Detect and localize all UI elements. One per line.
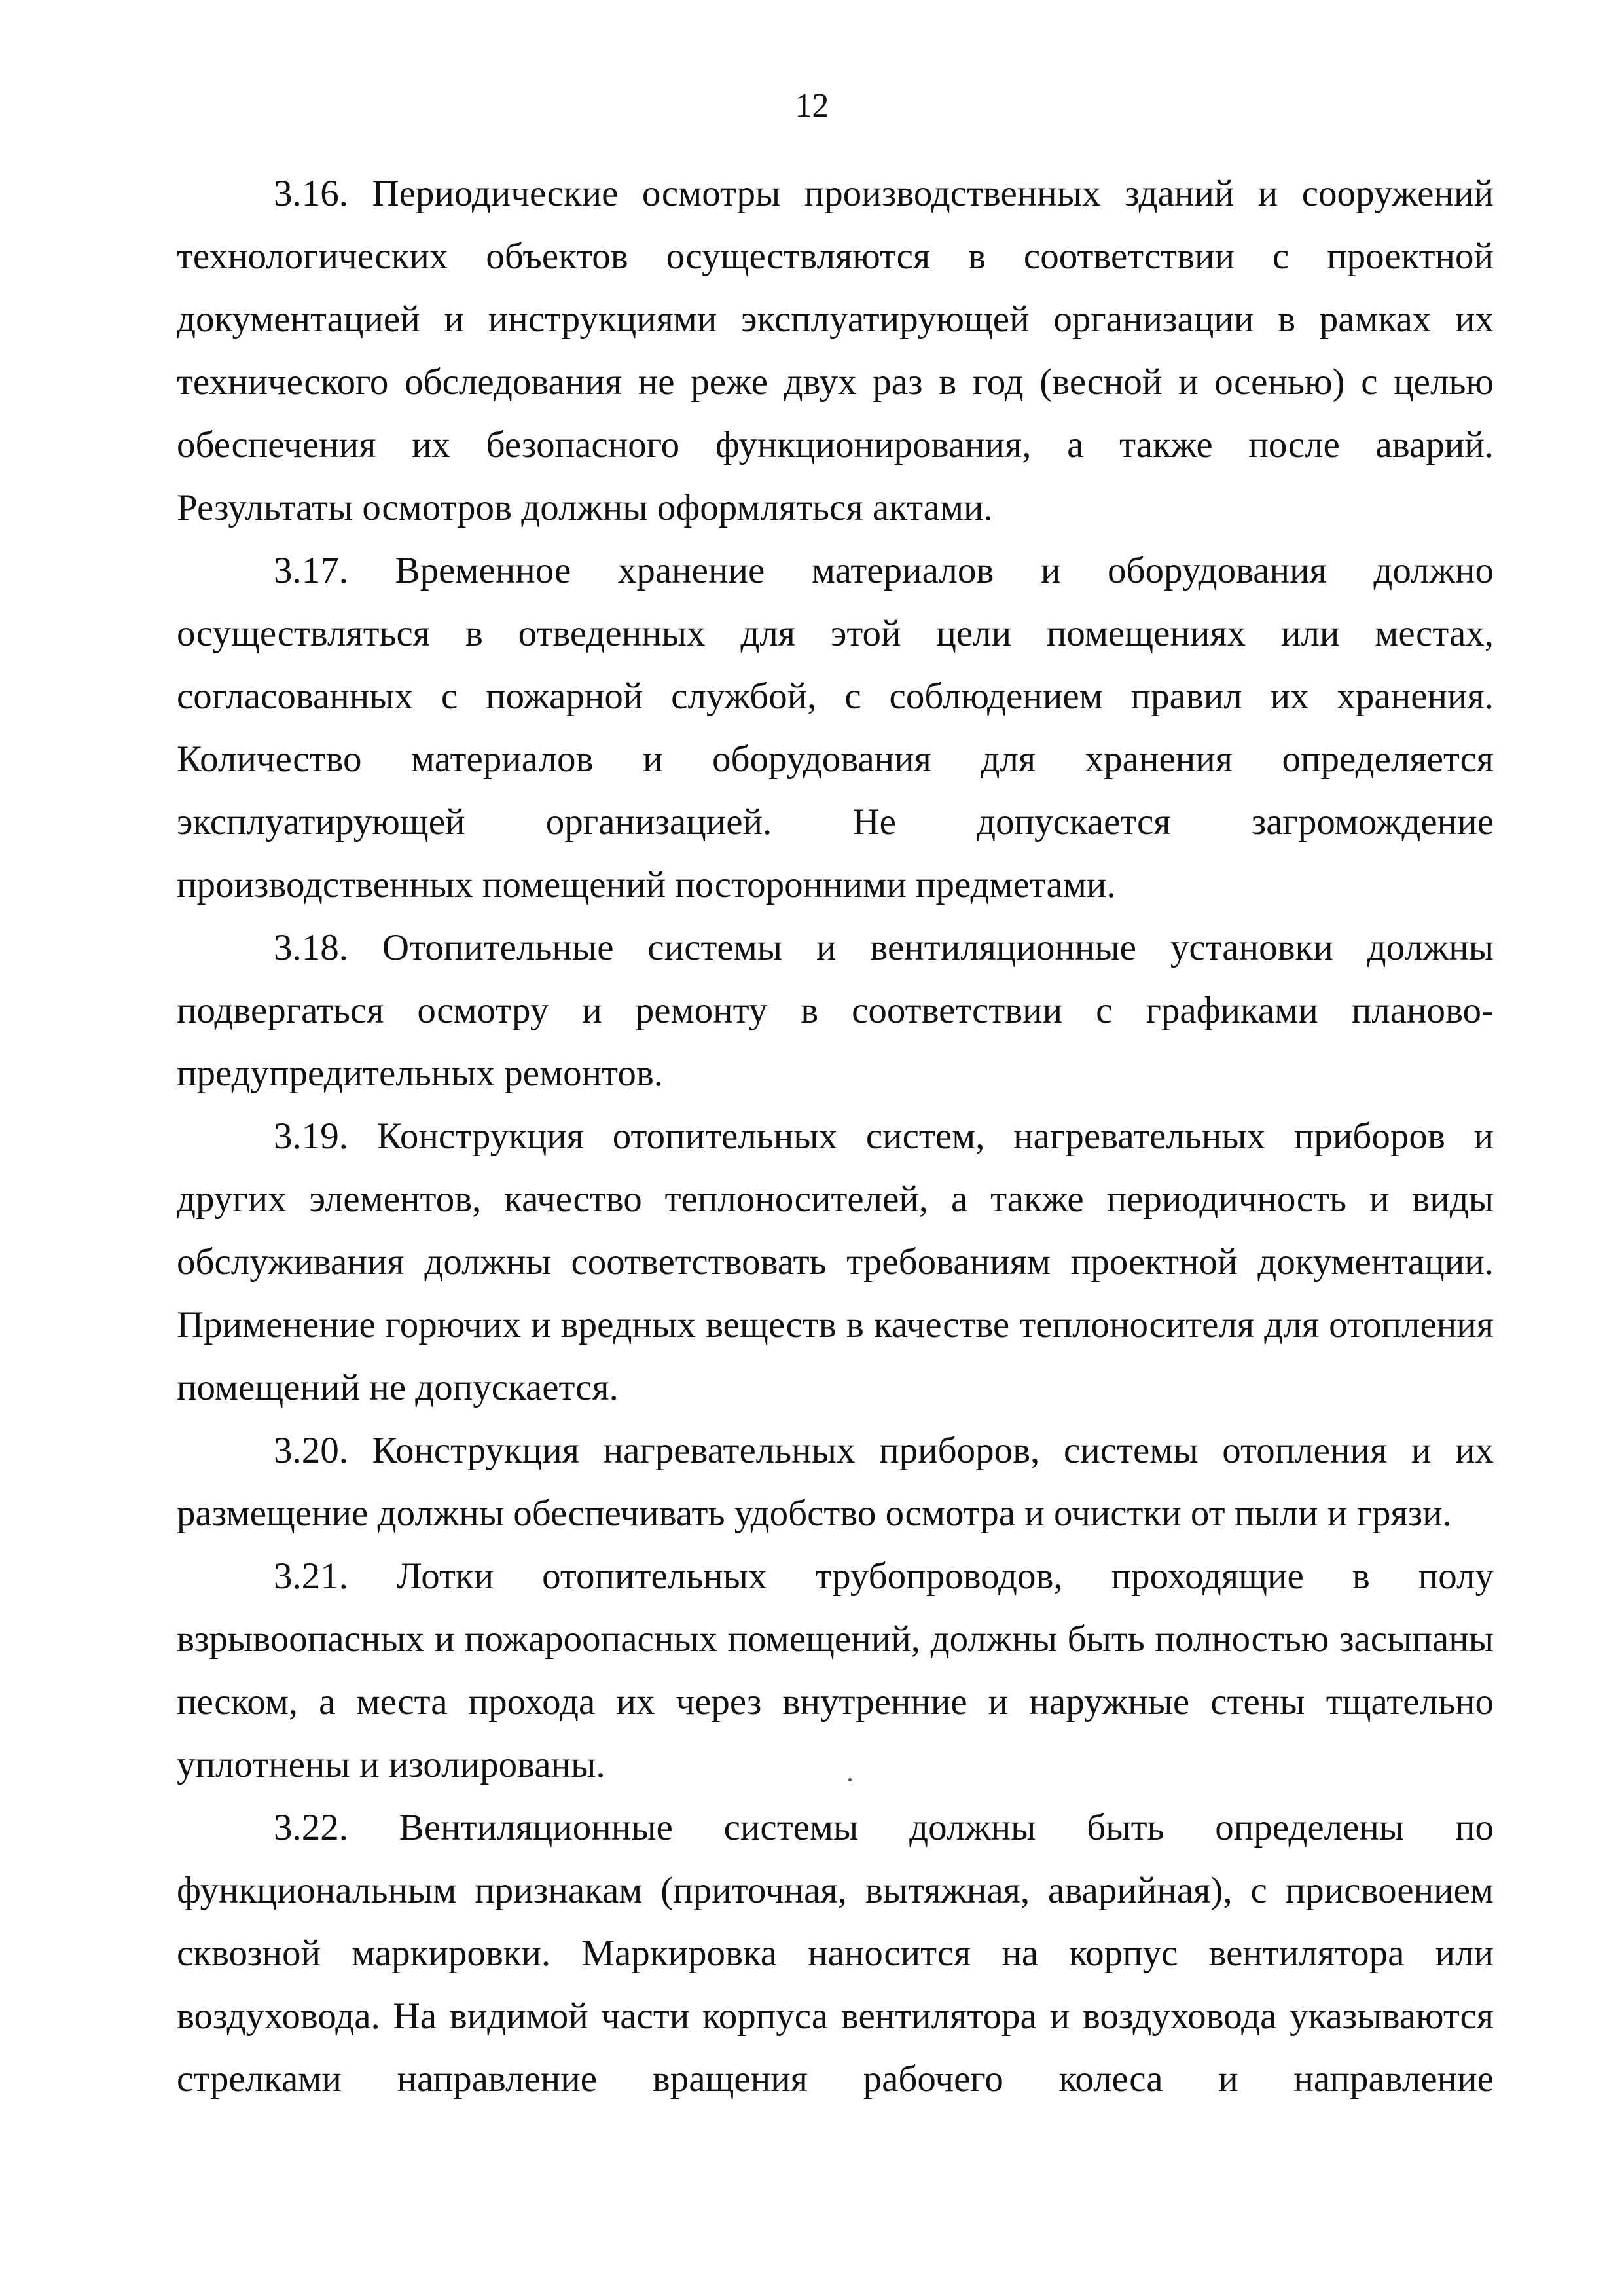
paragraph-3-18: 3.18. Отопительные системы и вентиляционные установки должны подвергаться осмотру и ремонту в соответствии с графиками планово-предупредительных ремонтов.	[177, 927, 1494, 1094]
paragraph-3-22: 3.22. Вентиляционные системы должны быть определены по функциональным признакам (приточная, вытяжная, аварийная), с присвоением сквозной маркировки. Маркировка наносится на корпус вентилятора или воздуховода. На видимой части корпуса вентилятора и воздуховода указываются стрелками направление вращения рабочего колеса и направление	[177, 1807, 1494, 2100]
paragraph-3-21: 3.21. Лотки отопительных трубопроводов, проходящие в полу взрывоопасных и пожароопасных помещений, должны быть полностью засыпаны песком, а места прохода их через внутренние и наружные стены тщательно уплотнены и изолированы.	[177, 1556, 1494, 1785]
paragraph-3-19: 3.19. Конструкция отопительных систем, нагревательных приборов и других элементов, качество теплоносителей, а также периодичность и виды обслуживания должны соответствовать требованиям проектной документации. Применение горючих и вредных веществ в качестве теплоносителя для отопления помещений не допускается.	[177, 1116, 1494, 1408]
paragraph-3-20: 3.20. Конструкция нагревательных приборов, системы отопления и их размещение должны обеспечивать удобство осмотра и очистки от пыли и грязи.	[177, 1430, 1494, 1534]
paragraph-3-16: 3.16. Периодические осмотры производственных зданий и сооружений технологических объектов осуществляются в соответствии с проектной документацией и инструкциями эксплуатирующей организации в рамках их технического обследования не реже двух раз в год (весной и осенью) с целью обеспечения их безопасного функционирования, а также после аварий. Результаты осмотров должны оформляться актами.	[177, 173, 1494, 528]
paragraph-3-17: 3.17. Временное хранение материалов и оборудования должно осуществляться в отведенных для этой цели помещениях или местах, согласованных с пожарной службой, с соблюдением правил их хранения. Количество материалов и оборудования для хранения определяется эксплуатирующей организацией. Не допускается загромождение производственных помещений посторонними предметами.	[177, 550, 1494, 905]
page-number: 12	[795, 87, 829, 124]
scan-speck	[848, 1778, 852, 1781]
document-body	[177, 162, 1494, 2111]
